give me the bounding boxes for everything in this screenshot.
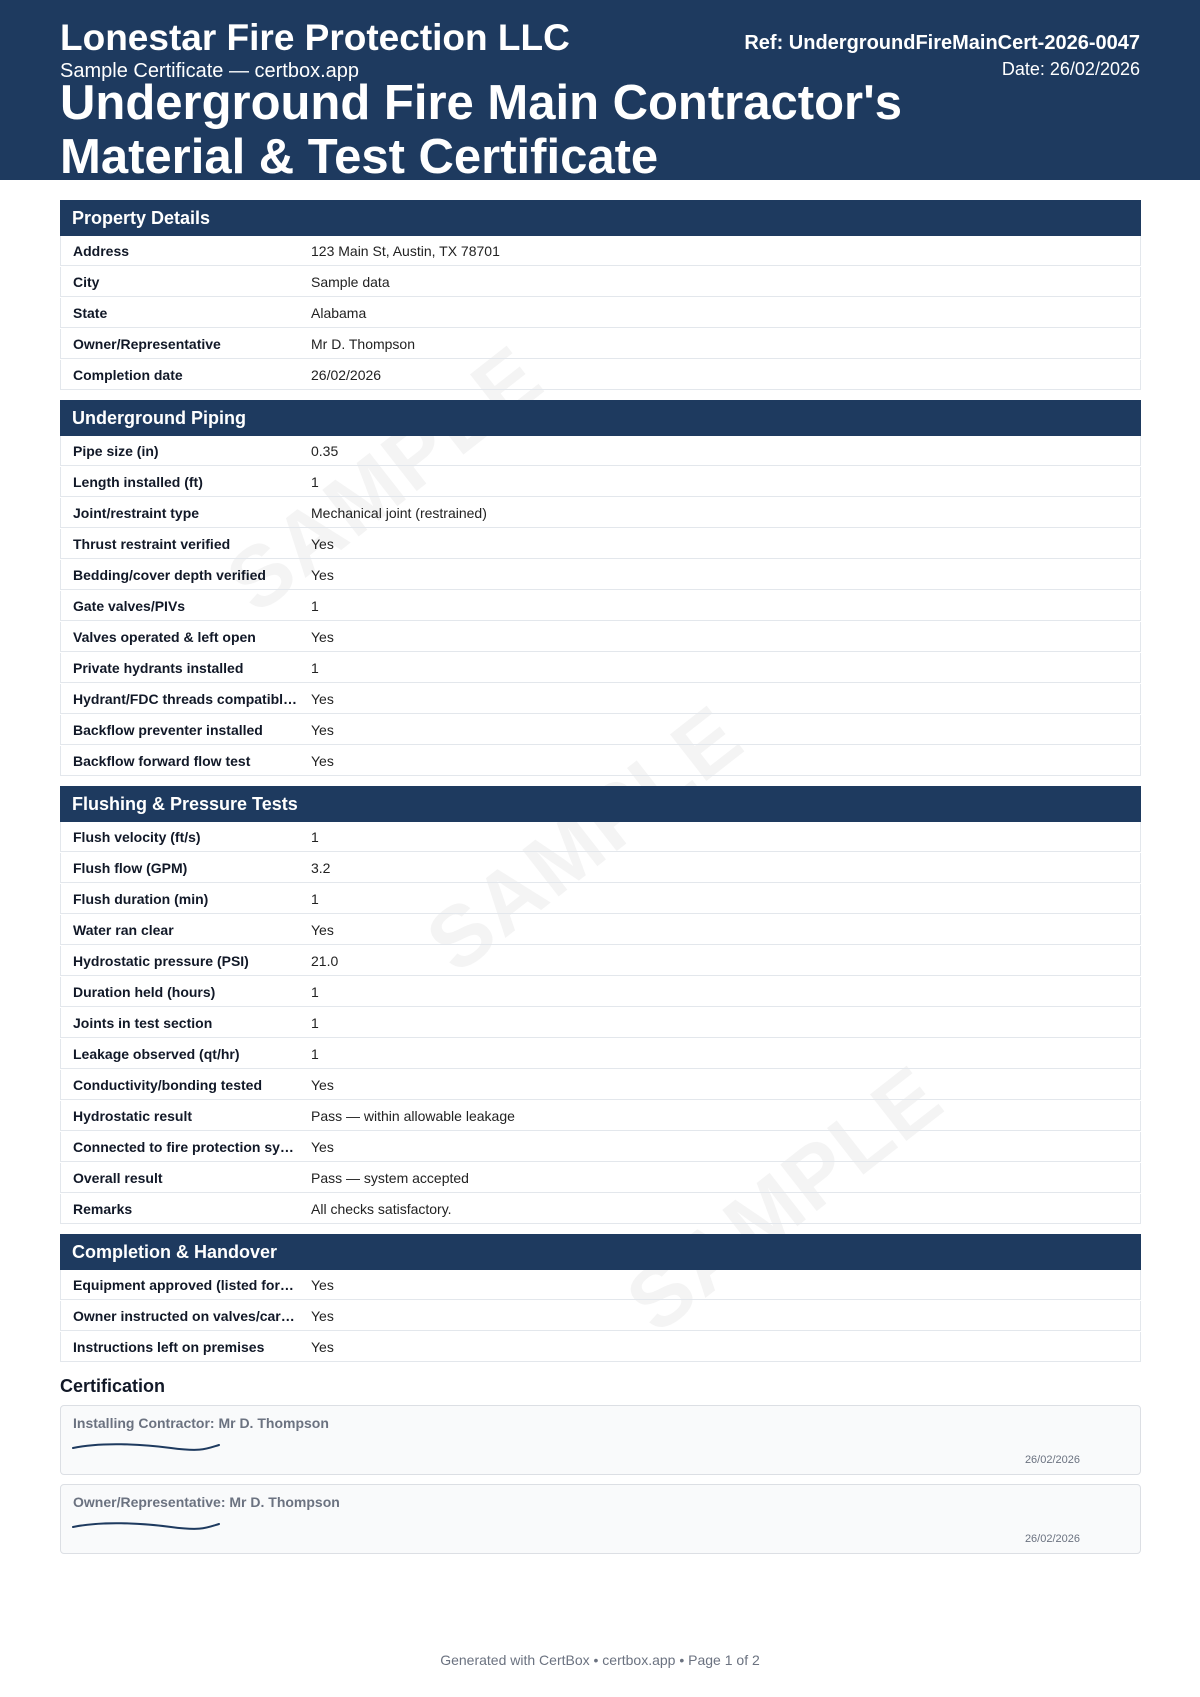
field-value: 0.35 [311,442,339,459]
field-row [60,1301,1141,1331]
field-value: 1 [311,659,319,676]
field-label: Duration held (hours) [73,983,216,1000]
section-property-details [60,200,1141,390]
field-row [60,1039,1141,1069]
section-header: Property Details [60,200,1141,236]
field-label: Backflow preventer installed [73,721,263,738]
field-row [60,1132,1141,1162]
signatory-label: Owner/Representative: Mr D. Thompson [73,1494,340,1510]
field-row [60,591,1141,621]
field-value: Mr D. Thompson [311,335,415,352]
field-value: Yes [311,1276,334,1293]
field-row [60,822,1141,852]
field-value: Yes [311,1307,334,1324]
field-label: Private hydrants installed [73,659,244,676]
field-value: 1 [311,1045,319,1062]
field-row [60,977,1141,1007]
certificate-subtitle: Sample Certificate — certbox.app [60,60,360,82]
field-row [60,746,1141,776]
signature-box [60,1405,1141,1475]
field-value: Pass — system accepted [311,1169,469,1186]
field-label: Hydrant/FDC threads compatibl… [73,690,298,707]
field-label: Completion date [73,366,183,383]
field-label: Instructions left on premises [73,1338,265,1355]
signature-scribble [71,1440,221,1459]
field-row [60,298,1141,328]
field-row [60,1070,1141,1100]
field-row [60,853,1141,883]
field-row [60,622,1141,652]
certification-heading: Certification [60,1376,166,1396]
signature-scribble [71,1519,221,1538]
field-value: Yes [311,566,334,583]
company-name: Lonestar Fire Protection LLC [60,17,570,58]
field-value: All checks satisfactory. [311,1200,452,1217]
field-row [60,653,1141,683]
field-value: Alabama [311,304,367,321]
field-value: 123 Main St, Austin, TX 78701 [311,242,500,259]
field-row [60,1332,1141,1362]
document-title: Underground Fire Main Contractor's Material & Test Certificate [60,76,902,184]
field-value: Sample data [311,273,390,290]
field-row [60,560,1141,590]
field-label: Backflow forward flow test [73,752,251,769]
field-row [60,436,1141,466]
field-row [60,236,1141,266]
field-label: Valves operated & left open [73,628,256,645]
field-value: Yes [311,628,334,645]
section-header: Flushing & Pressure Tests [60,786,1141,822]
field-row [60,1194,1141,1224]
field-value: 1 [311,890,319,907]
field-value: 3.2 [311,859,331,876]
field-label: Address [73,242,130,259]
signatory-label: Installing Contractor: Mr D. Thompson [73,1415,329,1431]
field-label: Joint/restraint type [73,504,200,521]
field-label: State [73,304,108,321]
reference-number: Ref: UndergroundFireMainCert-2026-0047 [744,32,1140,54]
field-row [60,1101,1141,1131]
field-value: Pass — within allowable leakage [311,1107,515,1124]
field-value: Yes [311,1076,334,1093]
signature-date: 26/02/2026 [1024,1533,1080,1545]
field-label: Thrust restraint verified [73,535,231,552]
field-label: Flush velocity (ft/s) [73,828,201,845]
field-label: Connected to fire protection sy… [73,1138,294,1155]
field-label: Equipment approved (listed for… [73,1276,294,1293]
field-row [60,715,1141,745]
section-header: Completion & Handover [60,1234,1141,1270]
field-row [60,1163,1141,1193]
field-value: Yes [311,535,334,552]
field-value: 1 [311,828,319,845]
field-value: 1 [311,983,319,1000]
certificate-header [0,0,1200,184]
signature-date: 26/02/2026 [1024,1454,1080,1466]
certificate-date: Date: 26/02/2026 [1001,59,1140,79]
field-value: 1 [311,473,319,490]
field-value: Yes [311,1138,334,1155]
certificate-body [60,200,1141,1563]
field-row [60,267,1141,297]
field-value: 21.0 [311,952,339,969]
field-label: Flush duration (min) [73,890,209,907]
section-flushing-pressure-tests [60,786,1141,1224]
field-row [60,498,1141,528]
field-label: City [73,273,100,290]
field-value: 1 [311,1014,319,1031]
field-row [60,915,1141,945]
field-row [60,529,1141,559]
field-label: Water ran clear [73,921,174,938]
field-value: Yes [311,752,334,769]
field-row [60,684,1141,714]
field-value: Yes [311,690,334,707]
field-value: Yes [311,921,334,938]
section-underground-piping [60,400,1141,776]
field-value: 1 [311,597,319,614]
field-label: Gate valves/PIVs [73,597,186,614]
field-label: Bedding/cover depth verified [73,566,266,583]
field-label: Flush flow (GPM) [73,859,188,876]
signature-box [60,1484,1141,1554]
field-value: Yes [311,721,334,738]
page-footer: Generated with CertBox • certbox.app • Page 1 of 2 [440,1652,760,1668]
field-row [60,1008,1141,1038]
field-row [60,467,1141,497]
field-label: Leakage observed (qt/hr) [73,1045,240,1062]
field-row [60,884,1141,914]
field-row [60,946,1141,976]
field-label: Joints in test section [73,1014,213,1031]
field-label: Owner instructed on valves/car… [73,1307,295,1324]
field-label: Hydrostatic result [73,1107,193,1124]
field-value: Yes [311,1338,334,1355]
field-label: Pipe size (in) [73,442,159,459]
section-header: Underground Piping [60,400,1141,436]
section-completion-handover [60,1234,1141,1362]
field-label: Owner/Representative [73,335,221,352]
field-value: 26/02/2026 [311,366,382,383]
field-row [60,1270,1141,1300]
field-row [60,329,1141,359]
field-label: Hydrostatic pressure (PSI) [73,952,249,969]
field-label: Length installed (ft) [73,473,203,490]
field-label: Remarks [73,1200,133,1217]
field-row [60,360,1141,390]
field-label: Conductivity/bonding tested [73,1076,262,1093]
field-value: Mechanical joint (restrained) [311,504,487,521]
field-label: Overall result [73,1169,163,1186]
